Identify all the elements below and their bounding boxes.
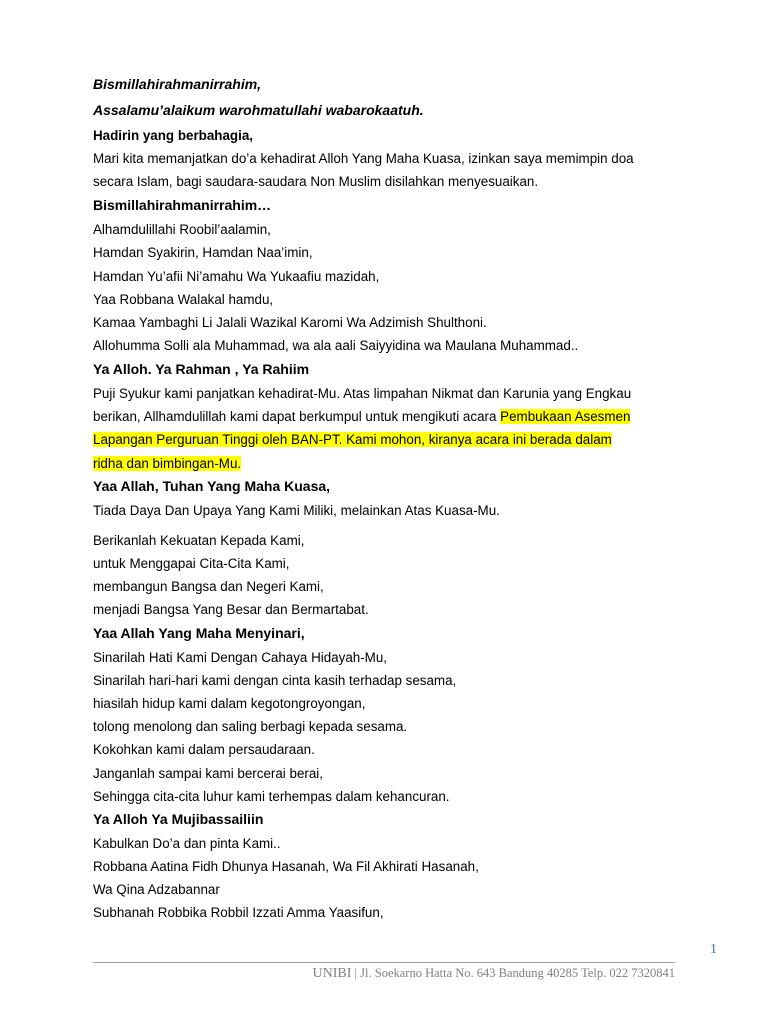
section4-line: tolong menolong dan saling berbagi kepada sesama. <box>93 719 408 734</box>
section4-line: Sehingga cita-cita luhur kami terhempas dalam kehancuran. <box>93 789 450 804</box>
opening-basmala: Bismillahirahmanirrahim, <box>93 76 262 92</box>
section1-line: Hamdan Yu’afii Ni’amahu Wa Yukaafiu mazidah, <box>93 269 380 284</box>
section2-line-1: Puji Syukur kami panjatkan kehadirat-Mu. Atas limpahan Nikmat dan Karunia yang Engkau <box>93 386 632 401</box>
footer-address <box>313 966 676 982</box>
section3-line: Berikanlah Kekuatan Kepada Kami, <box>93 533 305 548</box>
section2-line-3 <box>93 431 612 448</box>
section4-line: Sinarilah Hati Kami Dengan Cahaya Hidayah-Mu, <box>93 650 387 665</box>
section4-line: Janganlah sampai kami bercerai berai, <box>93 766 323 781</box>
section1-heading: Bismillahirahmanirrahim… <box>93 197 272 213</box>
section4-line: Sinarilah hari-hari kami dengan cinta kasih terhadap sesama, <box>93 673 457 688</box>
intro-line-2: secara Islam, bagi saudara-saudara Non Muslim disilahkan menyesuaikan. <box>93 174 539 189</box>
footer-org: UNIBI <box>312 966 352 981</box>
section1-line: Yaa Robbana Walakal hamdu, <box>93 292 274 307</box>
section4-line: Kokohkan kami dalam persaudaraan. <box>93 742 315 757</box>
highlighted-event-text: ridha dan bimbingan-Mu. <box>93 456 242 471</box>
footer-address-text: Jl. Soekarno Hatta No. 643 Bandung 40285 Telp. 022 7320841 <box>360 966 675 980</box>
footer-separator: | <box>351 966 361 980</box>
section1-line: Allohumma Solli ala Muhammad, wa ala aali Saiyyidina wa Maulana Muhammad.. <box>93 338 579 353</box>
section3-line: membangun Bangsa dan Negeri Kami, <box>93 579 324 594</box>
greeting-heading: Hadirin yang berbahagia, <box>93 128 253 143</box>
section3-heading: Yaa Allah, Tuhan Yang Maha Kuasa, <box>93 478 331 494</box>
section2-heading: Ya Alloh. Ya Rahman , Ya Rahiim <box>93 361 310 377</box>
section5-line: Wa Qina Adzabannar <box>93 882 220 897</box>
section5-line: Kabulkan Do’a dan pinta Kami.. <box>93 836 281 851</box>
section3-line: untuk Menggapai Cita-Cita Kami, <box>93 556 290 571</box>
section4-line: hiasilah hidup kami dalam kegotongroyongan, <box>93 696 366 711</box>
section1-line: Alhamdulillahi Roobil’aalamin, <box>93 222 271 237</box>
section2-line-2-plain: berikan, Allhamdulillah kami dapat berkumpul untuk mengikuti acara <box>93 409 501 424</box>
section5-line: Subhanah Robbika Robbil Izzati Amma Yaasifun, <box>93 905 384 920</box>
page-number: 1 <box>710 942 717 957</box>
section5-line: Robbana Aatina Fidh Dhunya Hasanah, Wa Fil Akhirati Hasanah, <box>93 859 479 874</box>
section5-heading: Ya Alloh Ya Mujibassailiin <box>93 811 264 827</box>
opening-salam: Assalamu’alaikum warohmatullahi wabarokaatuh. <box>93 102 424 118</box>
footer-divider <box>93 962 675 963</box>
section3-line: Tiada Daya Dan Upaya Yang Kami Miliki, melainkan Atas Kuasa-Mu. <box>93 503 500 518</box>
section1-line: Hamdan Syakirin, Hamdan Naa’imin, <box>93 245 313 260</box>
section4-heading: Yaa Allah Yang Maha Menyinari, <box>93 625 305 641</box>
section2-line-4 <box>93 455 241 472</box>
highlighted-event-text: Pembukaan Asesmen <box>500 409 631 424</box>
highlighted-event-text: Lapangan Perguruan Tinggi oleh BAN-PT. Kami mohon, kiranya acara ini berada dalam <box>93 432 612 447</box>
intro-line-1: Mari kita memanjatkan do’a kehadirat Alloh Yang Maha Kuasa, izinkan saya memimpin doa <box>93 151 634 166</box>
section2-line-2 <box>93 408 630 425</box>
section3-line: menjadi Bangsa Yang Besar dan Bermartabat. <box>93 602 369 617</box>
section1-line: Kamaa Yambaghi Li Jalali Wazikal Karomi Wa Adzimish Shulthoni. <box>93 315 487 330</box>
